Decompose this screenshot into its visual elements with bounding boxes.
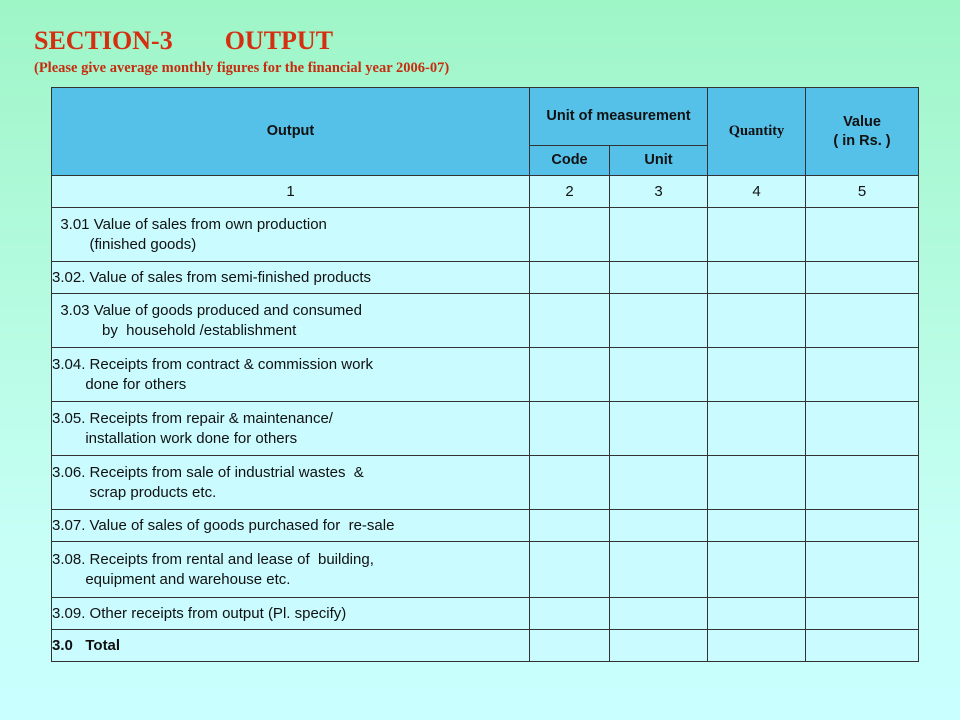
quantity-cell[interactable] bbox=[708, 402, 806, 456]
section-title: SECTION-3 OUTPUT bbox=[34, 26, 334, 55]
row-label: 3.01 Value of sales from own production (finished goods) bbox=[52, 208, 530, 262]
value-cell[interactable] bbox=[806, 348, 919, 402]
value-cell[interactable] bbox=[806, 262, 919, 294]
unit-cell[interactable] bbox=[610, 348, 708, 402]
unit-cell[interactable] bbox=[610, 456, 708, 510]
unit-cell[interactable] bbox=[610, 542, 708, 598]
quantity-cell[interactable] bbox=[708, 510, 806, 542]
table-row bbox=[52, 348, 919, 402]
table-row bbox=[52, 208, 919, 262]
unit-cell[interactable] bbox=[610, 262, 708, 294]
row-label: 3.04. Receipts from contract & commission work done for others bbox=[52, 348, 530, 402]
row-label: 3.03 Value of goods produced and consumed by household /establishment bbox=[52, 294, 530, 348]
column-number: 5 bbox=[806, 176, 919, 208]
value-cell[interactable] bbox=[806, 598, 919, 630]
column-number: 3 bbox=[610, 176, 708, 208]
quantity-cell[interactable] bbox=[708, 294, 806, 348]
header-unit: Unit bbox=[610, 146, 708, 176]
header-value: Value ( in Rs. ) bbox=[806, 88, 919, 176]
value-cell[interactable] bbox=[806, 402, 919, 456]
row-label: 3.02. Value of sales from semi-finished products bbox=[52, 262, 530, 294]
row-label: 3.09. Other receipts from output (Pl. specify) bbox=[52, 598, 530, 630]
column-number: 1 bbox=[52, 176, 530, 208]
unit-cell[interactable] bbox=[610, 208, 708, 262]
value-cell[interactable] bbox=[806, 294, 919, 348]
instruction-text: (Please give average monthly figures for the financial year 2006-07) bbox=[34, 60, 450, 76]
table-row bbox=[52, 402, 919, 456]
value-cell[interactable] bbox=[806, 630, 919, 662]
row-label: 3.08. Receipts from rental and lease of building, equipment and warehouse etc. bbox=[52, 542, 530, 598]
unit-cell[interactable] bbox=[610, 630, 708, 662]
table-row bbox=[52, 542, 919, 598]
header-code: Code bbox=[530, 146, 610, 176]
table-row bbox=[52, 456, 919, 510]
code-cell[interactable] bbox=[530, 456, 610, 510]
quantity-cell[interactable] bbox=[708, 598, 806, 630]
row-label: 3.05. Receipts from repair & maintenance/ installation work done for others bbox=[52, 402, 530, 456]
code-cell[interactable] bbox=[530, 262, 610, 294]
unit-cell[interactable] bbox=[610, 510, 708, 542]
table-row bbox=[52, 598, 919, 630]
value-cell[interactable] bbox=[806, 456, 919, 510]
row-label: 3.07. Value of sales of goods purchased for re-sale bbox=[52, 510, 530, 542]
value-cell[interactable] bbox=[806, 542, 919, 598]
code-cell[interactable] bbox=[530, 630, 610, 662]
table-row bbox=[52, 510, 919, 542]
code-cell[interactable] bbox=[530, 294, 610, 348]
total-label: 3.0 Total bbox=[52, 630, 530, 662]
table-row bbox=[52, 262, 919, 294]
quantity-cell[interactable] bbox=[708, 208, 806, 262]
code-cell[interactable] bbox=[530, 598, 610, 630]
quantity-cell[interactable] bbox=[708, 630, 806, 662]
code-cell[interactable] bbox=[530, 542, 610, 598]
unit-cell[interactable] bbox=[610, 598, 708, 630]
row-label: 3.06. Receipts from sale of industrial wastes & scrap products etc. bbox=[52, 456, 530, 510]
column-number: 2 bbox=[530, 176, 610, 208]
code-cell[interactable] bbox=[530, 402, 610, 456]
code-cell[interactable] bbox=[530, 510, 610, 542]
header-quantity: Quantity bbox=[708, 88, 806, 176]
value-cell[interactable] bbox=[806, 208, 919, 262]
column-number: 4 bbox=[708, 176, 806, 208]
header-unit-of-measurement: Unit of measurement bbox=[530, 88, 708, 146]
value-cell[interactable] bbox=[806, 510, 919, 542]
header-output: Output bbox=[52, 88, 530, 176]
unit-cell[interactable] bbox=[610, 294, 708, 348]
table-row bbox=[52, 294, 919, 348]
unit-cell[interactable] bbox=[610, 402, 708, 456]
code-cell[interactable] bbox=[530, 208, 610, 262]
quantity-cell[interactable] bbox=[708, 456, 806, 510]
output-table bbox=[51, 87, 919, 662]
quantity-cell[interactable] bbox=[708, 542, 806, 598]
total-row bbox=[52, 630, 919, 662]
code-cell[interactable] bbox=[530, 348, 610, 402]
quantity-cell[interactable] bbox=[708, 262, 806, 294]
quantity-cell[interactable] bbox=[708, 348, 806, 402]
